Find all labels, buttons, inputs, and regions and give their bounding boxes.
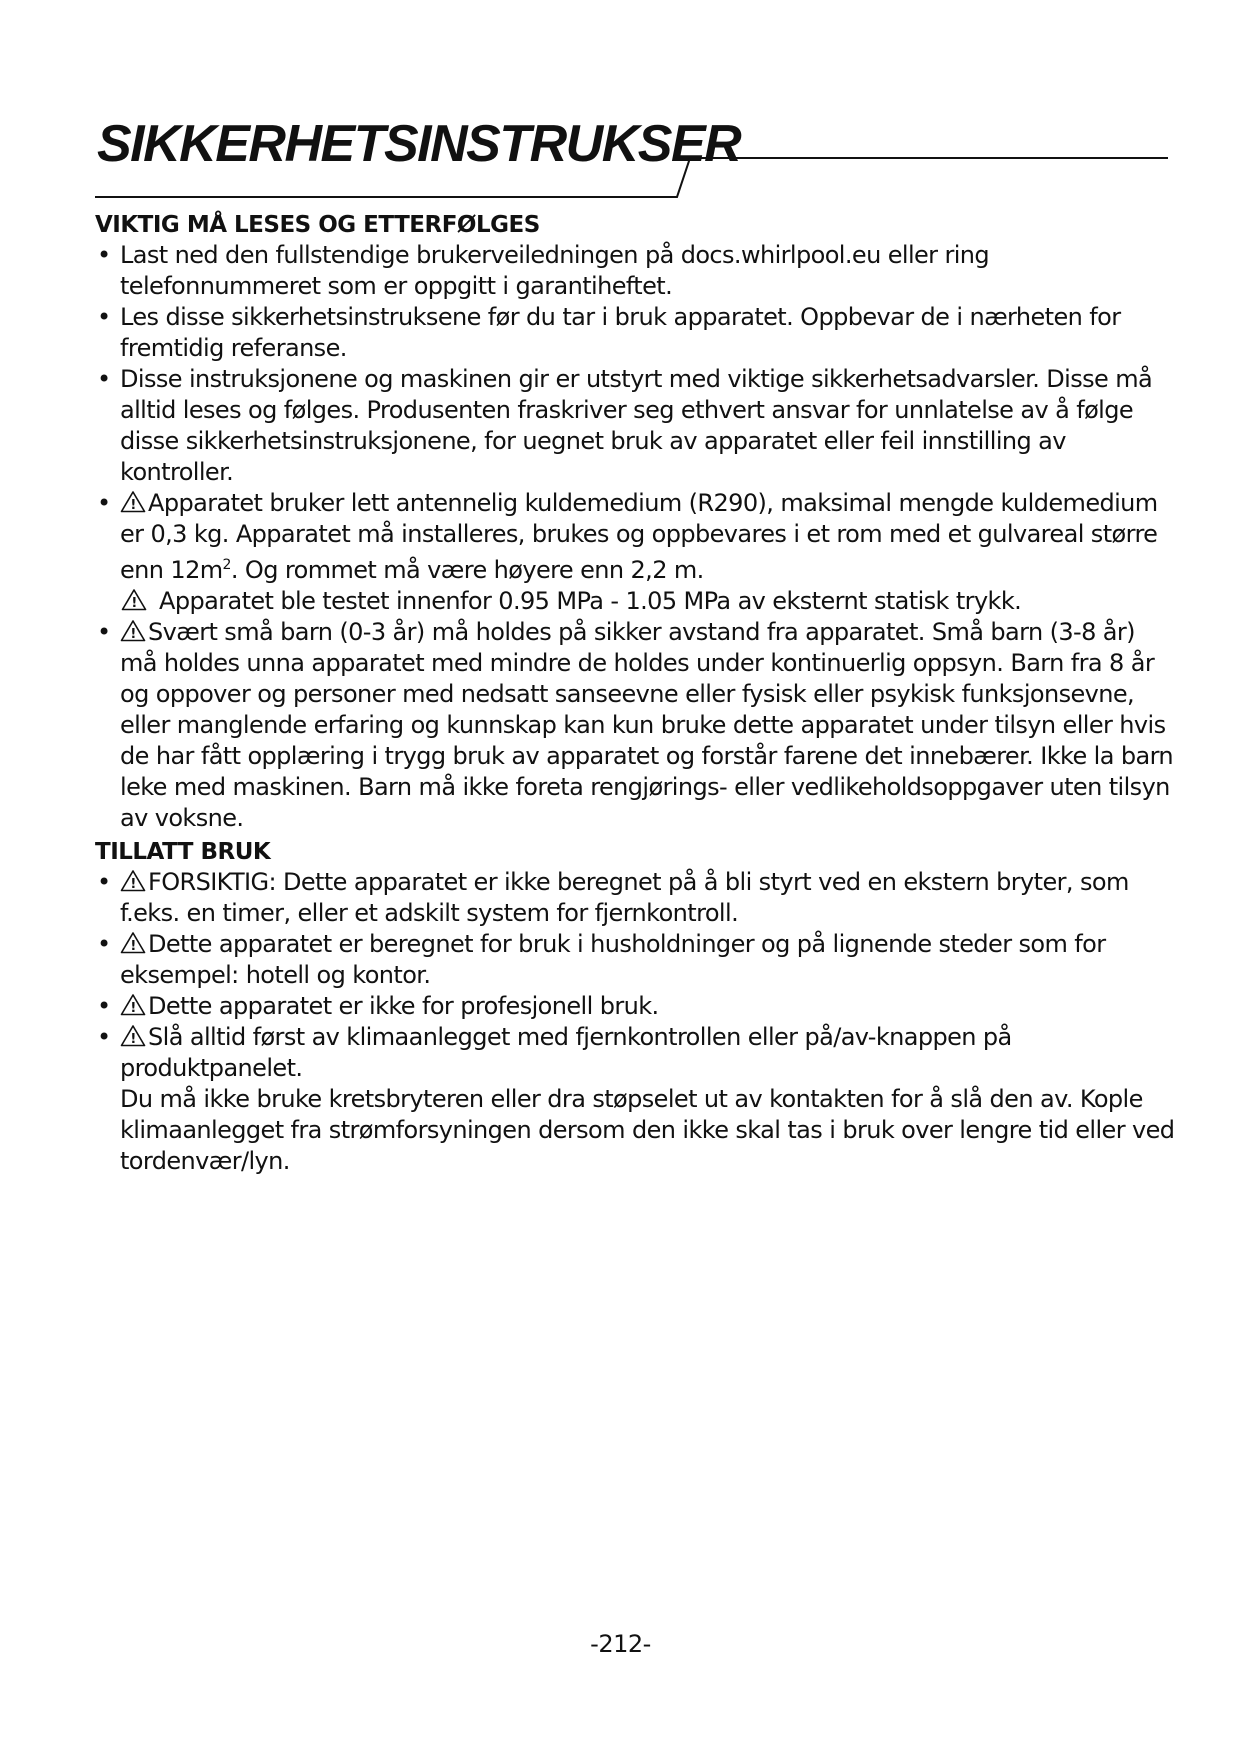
warning-glyph: ! <box>130 498 136 513</box>
bullet: • <box>97 489 111 517</box>
item-text-end: . Og rommet må være høyere enn 2,2 m. <box>230 556 704 584</box>
warning-triangle-icon <box>120 1024 146 1047</box>
item-text: Apparatet bruker lett antennelig kuldemedium (R290), maksimal mengde kuldemedium er 0,3 kg. Apparatet må installeres, brukes og oppbevares i et rom med et gulvareal større enn 12m <box>120 489 1158 584</box>
bullet: • <box>97 365 111 393</box>
pressure-note <box>120 586 1175 617</box>
warning-glyph: ! <box>130 1001 136 1016</box>
bullet: • <box>97 992 111 1020</box>
warning-glyph: ! <box>130 1032 136 1047</box>
list-item <box>95 867 1175 929</box>
warning-triangle-icon <box>120 490 146 513</box>
permitted-use-list <box>95 867 1175 1177</box>
warning-glyph: ! <box>130 627 136 642</box>
superscript: 2 <box>222 557 231 573</box>
bullet: • <box>97 241 111 269</box>
bullet: • <box>97 868 111 896</box>
important-instructions-list <box>95 240 1175 834</box>
item-text: Les disse sikkerhetsinstruksene før du tar i bruk apparatet. Oppbevar de i nærheten for fremtidig referanse. <box>120 303 1121 362</box>
item-text: Dette apparatet er beregnet for bruk i husholdninger og på lignende steder som for eksempel: hotell og kontor. <box>120 930 1106 989</box>
item-text: Disse instruksjonene og maskinen gir er utstyrt med viktige sikkerhetsadvarsler. Disse må alltid leses og følges. Produsenten fraskriver seg ethvert ansvar for unnlatelse av å følge disse sikkerhetsinstruksjonene, for uegnet bruk av apparatet eller feil innstilling av kontroller. <box>120 365 1153 486</box>
page-title: SIKKERHETSINSTRUKSER <box>97 115 741 173</box>
warning-triangle-icon <box>121 588 147 611</box>
list-item <box>95 488 1175 617</box>
warning-glyph: ! <box>130 877 136 892</box>
list-item <box>95 929 1175 991</box>
item-text: Svært små barn (0-3 år) må holdes på sikker avstand fra apparatet. Små barn (3-8 år) må holdes unna apparatet med mindre de holdes under kontinuerlig oppsyn. Barn fra 8 år og oppover og personer med nedsatt sanseevne eller fysisk eller psykisk funksjonsevne, eller manglende erfaring og kunnskap kan kun bruke dette apparatet under tilsyn eller hvis de har fått opplæring i trygg bruk av apparatet og forstår farene det innebærer. Ikke la barn leke med maskinen. Barn må ikke foreta rengjørings- eller vedlikeholdsoppgaver uten tilsyn av voksne. <box>120 618 1174 832</box>
item-continuation: Du må ikke bruke kretsbryteren eller dra støpselet ut av kontakten for å slå den av. Kople klimaanlegget fra strømforsyningen dersom den ikke skal tas i bruk over lengre tid eller ved tordenvær/lyn. <box>120 1085 1175 1175</box>
item-text: FORSIKTIG: Dette apparatet er ikke beregnet på å bli styrt ved en ekstern bryter, som f.eks. en timer, eller et adskilt system for fjernkontroll. <box>120 868 1129 927</box>
section-heading-important: VIKTIG MÅ LESES OG ETTERFØLGES <box>95 212 540 238</box>
warning-triangle-icon <box>120 869 146 892</box>
list-item <box>95 364 1175 488</box>
warning-glyph: ! <box>130 939 136 954</box>
warning-triangle-icon <box>120 931 146 954</box>
section-heading-permitted-use: TILLATT BRUK <box>95 839 271 865</box>
list-item <box>95 1022 1175 1177</box>
pressure-note-text: Apparatet ble testet innenfor 0.95 MPa - 1.05 MPa av eksternt statisk trykk. <box>159 587 1022 615</box>
list-item <box>95 302 1175 364</box>
list-item <box>95 991 1175 1022</box>
bullet: • <box>97 930 111 958</box>
warning-triangle-icon <box>120 993 146 1016</box>
bullet: • <box>97 1023 111 1051</box>
bullet: • <box>97 303 111 331</box>
warning-triangle-icon <box>120 619 146 642</box>
list-item <box>95 240 1175 302</box>
item-text: Last ned den fullstendige brukerveiledningen på docs.whirlpool.eu eller ring telefonnummeret som er oppgitt i garantiheftet. <box>120 241 990 300</box>
bullet: • <box>97 618 111 646</box>
item-text: Dette apparatet er ikke for profesjonell bruk. <box>148 992 659 1020</box>
title-underline-rule <box>0 0 1241 220</box>
instructions-body <box>95 210 1175 1180</box>
item-text: Slå alltid først av klimaanlegget med fjernkontrollen eller på/av-knappen på produktpanelet. <box>120 1023 1012 1082</box>
page-number: -212- <box>590 1630 651 1658</box>
list-item <box>95 617 1175 834</box>
warning-glyph: ! <box>131 596 137 611</box>
